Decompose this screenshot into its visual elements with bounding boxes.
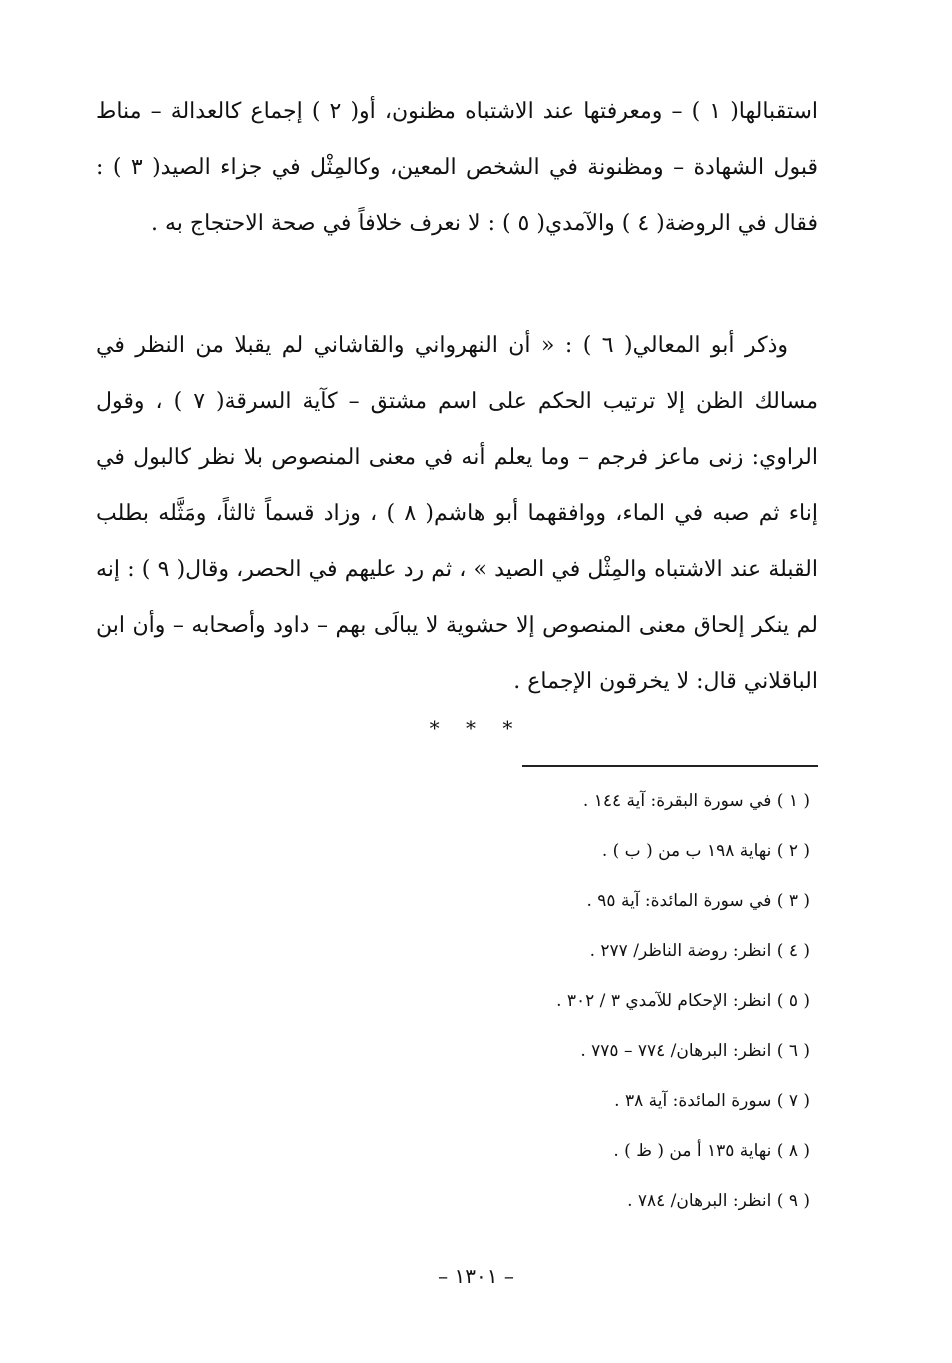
footnote-5: ( ٥ ) انظر: الإحكام للآمدي ٣ / ٣٠٢ . [556,991,810,1011]
paragraph-text: وذكر أبو المعالي( ٦ ) : « أن النهرواني والقاشاني لم يقبلا من النظر في مسالك الظن إلا ترتيب الحكم على اسم مشتق – كآية السرقة( ٧ ) ، وقول الراوي: زنى ماعز فرجم – وما يعلم أنه في معنى المنصوص بلا نظر كالبول في إناء ثم صبه في الماء، ووافقهما أبو هاشم( ٨ ) ، وزاد قسماً ثالثاً، ومَثَّله بطلب القبلة عند الاشتباه والمِثْل في الصيد » ، ثم رد عليهم في الحصر، وقال( ٩ ) : إنه لم ينكر إلحاق معنى المنصوص إلا حشوية لا يبالَى بهم – داود وأصحابه – وأن ابن الباقلاني قال: لا يخرقون الإجماع . [96,333,818,694]
section-separator: * * * [429,716,523,740]
page-number: – ١٣٠١ – [438,1264,514,1288]
footnote-4: ( ٤ ) انظر: روضة الناظر/ ٢٧٧ . [589,941,810,961]
footnote-3: ( ٣ ) في سورة المائدة: آية ٩٥ . [586,891,810,911]
footnote-1: ( ١ ) في سورة البقرة: آية ١٤٤ . [582,791,810,811]
footnote-9: ( ٩ ) انظر: البرهان/ ٧٨٤ . [627,1191,810,1211]
footnote-7: ( ٧ ) سورة المائدة: آية ٣٨ . [614,1091,810,1111]
footnote-divider [522,765,818,767]
footnote-8: ( ٨ ) نهاية ١٣٥ أ من ( ظ ) . [613,1141,810,1161]
footnotes-list [300,786,810,1236]
body-paragraph-1 [96,84,818,252]
body-paragraph-2 [96,318,818,710]
footnote-2: ( ٢ ) نهاية ١٩٨ ب من ( ب ) . [601,841,810,861]
paragraph-text: استقبالها( ١ ) – ومعرفتها عند الاشتباه مظنون، أو( ٢ ) إجماع كالعدالة – مناط قبول الشهادة – ومظنونة في الشخص المعين، وكالمِثْل في جزاء الصيد( ٣ ) : فقال في الروضة( ٤ ) والآمدي( ٥ ) : لا نعرف خلافاً في صحة الاحتجاج به . [96,99,819,236]
footnote-6: ( ٦ ) انظر: البرهان/ ٧٧٤ – ٧٧٥ . [580,1041,810,1061]
